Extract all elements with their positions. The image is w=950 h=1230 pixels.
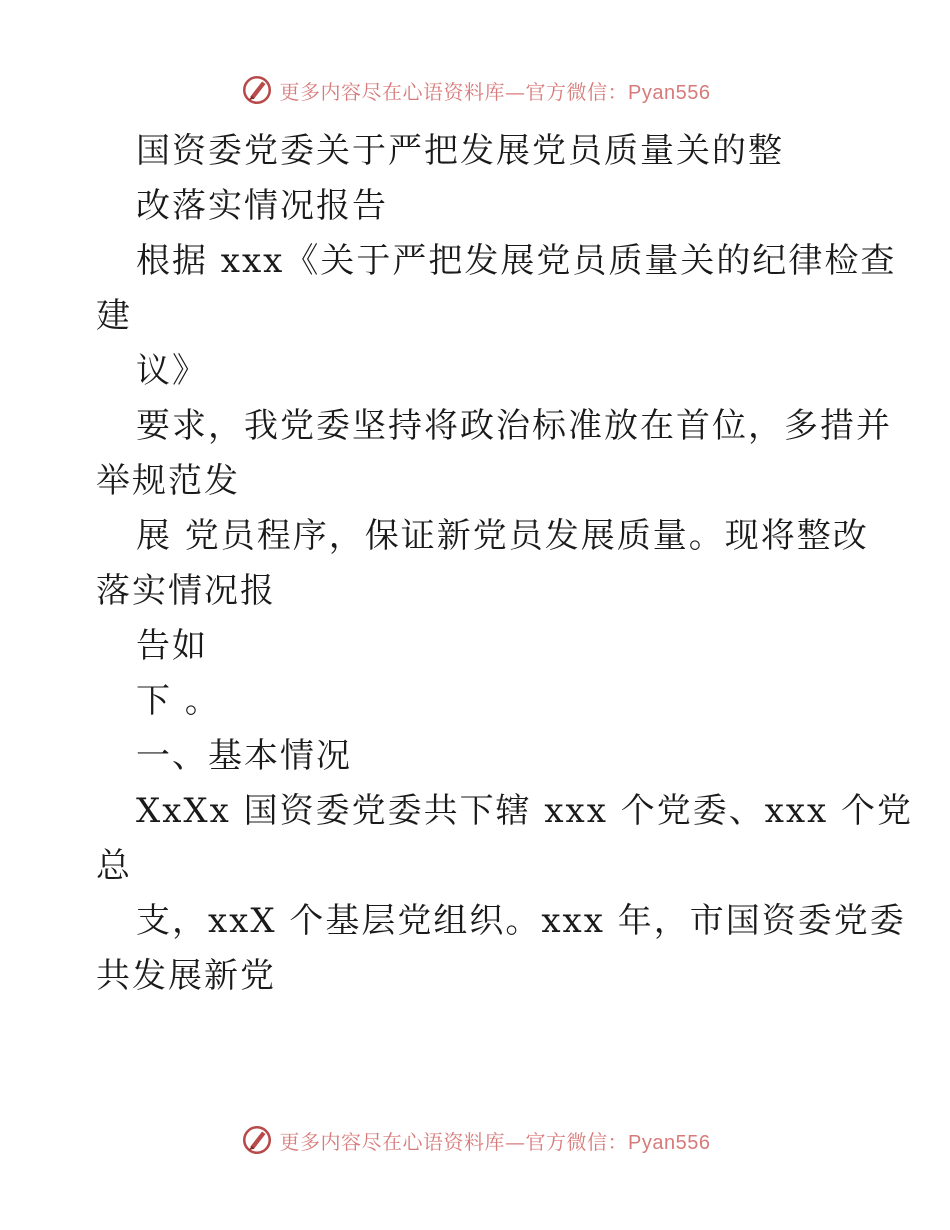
paragraph-line: XxXx 国资委党委共下辖 xxx 个党委、xxx 个党 [136, 791, 914, 831]
footer-watermark [0, 1120, 950, 1160]
paragraph-line: 落实情况报 [96, 571, 276, 611]
watermark-text: 更多内容尽在心语资料库—官方微信：Pyan556 [279, 1129, 711, 1154]
pen-circle-icon [240, 1123, 274, 1157]
paragraph-line: 展 党员程序，保证新党员发展质量。现将整改 [136, 516, 869, 556]
paragraph-line: 议》 [136, 351, 208, 391]
watermark-text: 更多内容尽在心语资料库—官方微信：Pyan556 [279, 79, 711, 104]
section-heading: 一、基本情况 [136, 736, 352, 776]
paragraph-line: 举规范发 [96, 461, 240, 501]
paragraph-line: 告如 [136, 626, 208, 666]
pen-circle-icon [240, 73, 274, 107]
paragraph-line: 建 [96, 296, 132, 336]
paragraph-line: 要求，我党委坚持将政治标准放在首位，多措并 [136, 406, 892, 446]
header-watermark [0, 70, 950, 110]
paragraph-line: 支，xxX 个基层党组织。xxx 年，市国资委党委 [136, 901, 906, 941]
paragraph-line: 根据 xxx《关于严把发展党员质量关的纪律检查 [136, 241, 897, 281]
doc-title-line-1: 国资委党委关于严把发展党员质量关的整 [136, 131, 784, 171]
paragraph-line: 总 [96, 846, 132, 886]
paragraph-line: 下 。 [136, 681, 221, 721]
paragraph-line: 共发展新党 [96, 956, 276, 996]
doc-title-line-2: 改落实情况报告 [136, 186, 388, 226]
document-body [96, 124, 914, 1004]
